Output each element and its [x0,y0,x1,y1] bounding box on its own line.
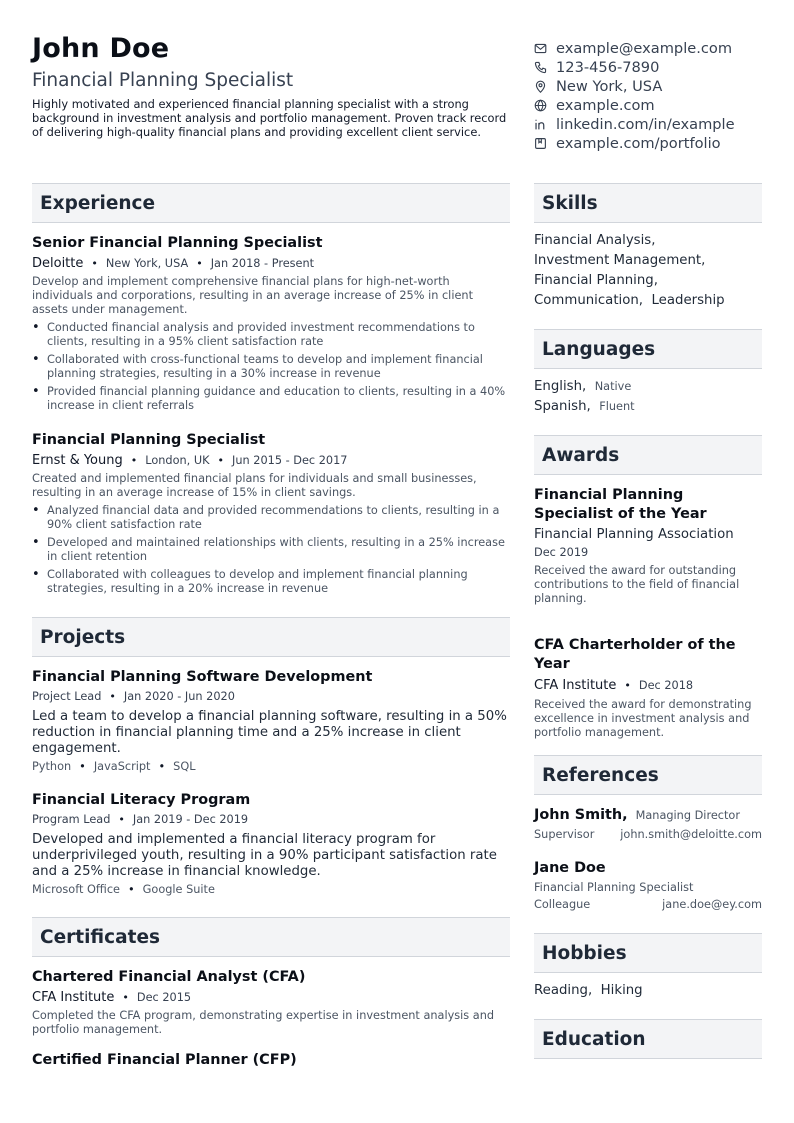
award-date: Dec 2018 [638,679,694,692]
skill-item: Financial Analysis, [534,233,656,248]
award-org: CFA Institute [534,678,617,693]
certificate-date: Dec 2015 [136,991,192,1004]
separator-dot: • [217,454,225,467]
award-item [534,636,760,740]
hobby-item: Hiking [600,983,643,998]
job-description: Created and implemented financial plans for individuals and small businesses, resulting in an average increase of 15% in client savings. [32,472,477,499]
separator-dot: • [91,257,98,270]
project-dates: Jan 2019 - Dec 2019 [132,813,249,826]
award-date: Dec 2019 [534,546,589,559]
project-meta [32,689,510,705]
certificate-title: Chartered Financial Analyst (CFA) [32,969,306,985]
separator-dot: • [118,813,125,826]
section-header-hobbies: Hobbies [534,933,762,973]
reference-item [534,806,762,841]
resume-header [32,33,508,139]
contact-portfolio[interactable] [534,134,774,153]
job-meta [32,256,510,272]
project-tag: Python [32,760,72,773]
reference-details [534,828,762,841]
section-header-languages: Languages [534,329,762,369]
experience-item [32,234,510,417]
job-bullet: • Analyzed financial data and provided recommendations to clients, resulting in a 90% client satisfaction rate [32,504,510,532]
portfolio-icon [534,137,547,150]
section-header-awards: Awards [534,435,762,475]
skill-item: Investment Management, [534,253,706,268]
contact-linkedin[interactable] [534,115,774,134]
skills-row [534,291,762,311]
summary: Highly motivated and experienced financial planning specialist with a strong background in investment analysis and portfolio management. Proven track record of delivering high-quality financial plans and providing excellent client service. [32,97,507,139]
skills-list [534,231,762,311]
job-bullet: • Collaborated with colleagues to develop and implement financial planning strategies, resulting in a 20% increase in revenue [32,568,510,596]
candidate-name: John Doe [32,33,170,64]
separator-dot: • [127,883,135,896]
award-description: Received the award for outstanding contributions to the field of financial planning. [534,564,740,605]
project-dates: Jan 2020 - Jun 2020 [123,690,235,703]
reference-email[interactable]: jane.doe@ey.com [662,898,762,911]
hobby-item: Reading, [534,983,593,998]
job-dates: Jan 2018 - Present [210,257,315,270]
job-title: Financial Planning Specialist [32,432,266,448]
map-pin-icon [534,80,547,93]
contact-phone-text: 123-456-7890 [556,59,660,76]
project-tag: JavaScript [93,760,151,773]
contact-list [534,39,774,153]
award-item [534,486,760,606]
company: Deloitte [32,256,84,271]
separator-dot: • [196,257,203,270]
reference-position: Financial Planning Specialist [534,881,694,894]
job-title: Senior Financial Planning Specialist [32,235,323,251]
award-meta [534,678,760,694]
separator-dot: • [122,991,129,1004]
reference-head [534,806,762,824]
section-header-experience: Experience [32,183,510,223]
language-name: Spanish, [534,399,591,414]
job-meta [32,453,510,469]
contact-location [534,77,774,96]
job-location: London, UK [145,454,210,467]
job-bullet: • Collaborated with cross-functional teams to develop and implement financial planning strategies, resulting in a 30% increase in revenue [32,353,510,381]
reference-name: Jane Doe [534,860,606,876]
certificate-item [32,1051,510,1069]
project-tag: Microsoft Office [32,883,120,896]
linkedin-icon [534,118,547,131]
hobbies-list [534,981,762,1001]
reference-name: John Smith, [534,807,628,823]
candidate-title: Financial Planning Specialist [32,70,294,91]
project-title: Financial Literacy Program [32,792,251,808]
reference-details [534,898,762,911]
award-title: Financial Planning Specialist of the Year [534,487,707,522]
job-bullet: • Developed and maintained relationships with clients, resulting in a 25% increase in client retention [32,536,510,564]
reference-email[interactable]: john.smith@deloitte.com [620,828,762,841]
section-header-references: References [534,755,762,795]
separator-dot: • [130,454,138,467]
job-dates: Jun 2015 - Dec 2017 [232,454,348,467]
globe-icon [534,99,547,112]
certificate-description: Completed the CFA program, demonstrating expertise in investment analysis and portfolio management. [32,1009,495,1036]
skill-item: Leadership [651,293,725,308]
project-tags [32,883,510,897]
award-title: CFA Charterholder of the Year [534,637,736,672]
project-tag: Google Suite [142,883,215,896]
job-bullets [32,321,510,413]
section-header-education: Education [534,1019,762,1059]
separator-dot: • [624,679,631,692]
reference-position: Managing Director [635,809,740,822]
project-role: Program Lead [32,813,111,826]
language-name: English, [534,379,587,394]
certificate-item [32,968,512,1037]
project-tags [32,760,510,774]
section-header-projects: Projects [32,617,510,657]
certificate-issuer: CFA Institute [32,990,115,1005]
award-description: Received the award for demonstrating excellence in investment analysis and portfolio management. [534,698,752,739]
job-bullet: • Provided financial planning guidance and education to clients, resulting in a 40% increase in client referrals [32,385,510,413]
languages-list [534,377,762,417]
project-item [32,668,510,774]
contact-website-text: example.com [556,97,655,114]
contact-portfolio-text: example.com/portfolio [556,135,721,152]
section-header-skills: Skills [534,183,762,223]
project-role: Project Lead [32,690,102,703]
reference-relation: Supervisor [534,828,595,841]
job-location: New York, USA [105,257,189,270]
skill-item: Financial Planning, [534,273,658,288]
language-level: Fluent [599,400,635,413]
certificate-title: Certified Financial Planner (CFP) [32,1052,297,1068]
award-org: Financial Planning Association [534,527,734,542]
language-item [534,377,762,397]
reference-item [534,859,762,911]
job-bullets [32,504,510,596]
separator-dot: • [79,760,86,773]
project-description: Led a team to develop a financial planning software, resulting in a 50% reduction in financial planning time and a 25% increase in client engagement. [32,709,507,756]
project-title: Financial Planning Software Development [32,669,373,685]
language-item [534,397,762,417]
job-bullet: • Conducted financial analysis and provided investment recommendations to clients, resulting in a 95% client satisfaction rate [32,321,510,349]
contact-phone[interactable] [534,58,774,77]
contact-linkedin-text: linkedin.com/in/example [556,116,735,133]
company: Ernst & Young [32,453,123,468]
contact-email-text: example@example.com [556,40,733,57]
mail-icon [534,42,547,55]
contact-location-text: New York, USA [556,78,663,95]
separator-dot: • [158,760,166,773]
project-item [32,791,510,897]
language-level: Native [594,380,632,393]
project-meta [32,812,510,828]
certificate-meta [32,990,512,1006]
project-tag: SQL [173,760,196,773]
contact-email[interactable] [534,39,774,58]
project-description: Developed and implemented a financial literacy program for underprivileged youth, resulting in a 90% participant satisfaction rate and a 25% increase in financial knowledge. [32,832,497,879]
separator-dot: • [109,690,116,703]
reference-relation: Colleague [534,898,591,911]
experience-item [32,431,510,600]
section-header-certificates: Certificates [32,917,510,957]
skill-item: Communication, [534,293,644,308]
contact-website[interactable] [534,96,774,115]
job-description: Develop and implement comprehensive financial plans for high-net-worth individuals and corporations, resulting in an average increase of 25% in client assets under management. [32,275,473,316]
phone-icon [534,61,547,74]
